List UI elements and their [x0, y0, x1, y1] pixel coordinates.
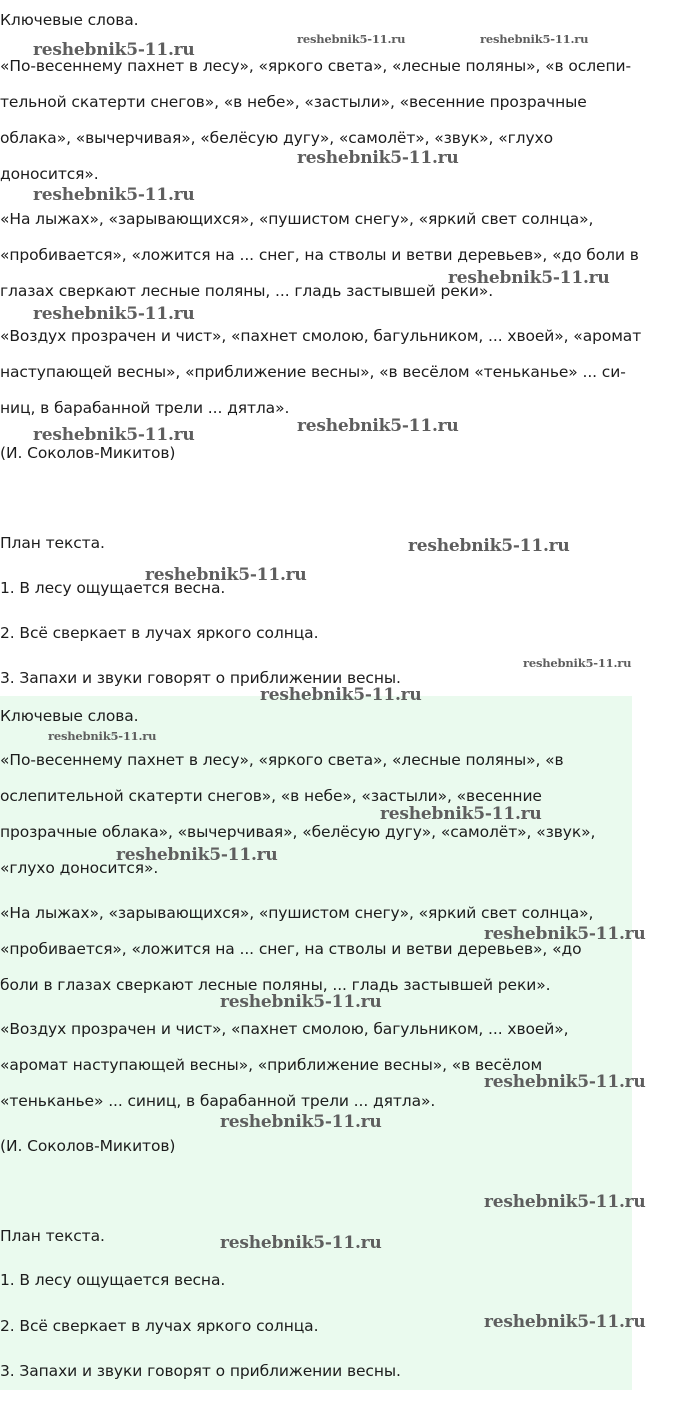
keywords-line: «глухо доносится». — [0, 859, 159, 877]
keywords-line: боли в глазах сверкают лесные поляны, ... гладь застывшей реки». — [0, 976, 551, 994]
watermark: reshebnik5-11.ru — [145, 565, 307, 585]
keywords-line: облака», «вычерчивая», «белёсую дугу», «самолёт», «звук», «глухо — [0, 129, 553, 147]
watermark: reshebnik5-11.ru — [33, 40, 195, 60]
watermark: reshebnik5-11.ru — [297, 416, 459, 436]
watermark: reshebnik5-11.ru — [480, 32, 589, 46]
plan-item: 2. Всё сверкает в лучах яркого солнца. — [0, 624, 319, 642]
watermark: reshebnik5-11.ru — [220, 1233, 382, 1253]
keywords-heading: Ключевые слова. — [0, 707, 139, 725]
watermark: reshebnik5-11.ru — [33, 425, 195, 445]
watermark: reshebnik5-11.ru — [484, 1192, 646, 1212]
plan-item: 1. В лесу ощущается весна. — [0, 579, 226, 597]
keywords-line: ниц, в барабанной трели ... дятла». — [0, 399, 290, 417]
keywords-line: прозрачные облака», «вычерчивая», «белёсую дугу», «самолёт», «звук», — [0, 823, 596, 841]
keywords-line: «Воздух прозрачен и чист», «пахнет смолою, багульником, ... хвоей», «аромат — [0, 327, 642, 345]
watermark: reshebnik5-11.ru — [484, 924, 646, 944]
keywords-line: тельной скатерти снегов», «в небе», «застыли», «весенние прозрачные — [0, 93, 587, 111]
plan-item: 2. Всё сверкает в лучах яркого солнца. — [0, 1317, 319, 1335]
keywords-heading: Ключевые слова. — [0, 11, 139, 29]
keywords-line: ослепительной скатерти снегов», «в небе», «застыли», «весенние — [0, 787, 542, 805]
keywords-line: «пробивается», «ложится на ... снег, на стволы и ветви деревьев», «до — [0, 940, 582, 958]
keywords-line: «теньканье» ... синиц, в барабанной трели ... дятла». — [0, 1092, 436, 1110]
watermark: reshebnik5-11.ru — [116, 845, 278, 865]
keywords-line: «По-весеннему пахнет в лесу», «яркого света», «лесные поляны», «в ослепи- — [0, 57, 631, 75]
keywords-line: доносится». — [0, 165, 99, 183]
plan-item: 3. Запахи и звуки говорят о приближении весны. — [0, 669, 401, 687]
keywords-line: глазах сверкают лесные поляны, ... гладь застывшей реки». — [0, 282, 494, 300]
keywords-line: «На лыжах», «зарывающихся», «пушистом снегу», «яркий свет солнца», — [0, 210, 594, 228]
watermark: reshebnik5-11.ru — [380, 804, 542, 824]
plan-heading: План текста. — [0, 534, 105, 552]
watermark: reshebnik5-11.ru — [260, 685, 422, 705]
watermark: reshebnik5-11.ru — [33, 304, 195, 324]
watermark: reshebnik5-11.ru — [484, 1312, 646, 1332]
plan-heading: План текста. — [0, 1227, 105, 1245]
watermark: reshebnik5-11.ru — [220, 992, 382, 1012]
watermark: reshebnik5-11.ru — [484, 1072, 646, 1092]
watermark: reshebnik5-11.ru — [408, 536, 570, 556]
keywords-line: наступающей весны», «приближение весны», «в весёлом «теньканье» ... си- — [0, 363, 626, 381]
plan-item: 3. Запахи и звуки говорят о приближении весны. — [0, 1362, 401, 1380]
watermark: reshebnik5-11.ru — [220, 1112, 382, 1132]
watermark: reshebnik5-11.ru — [33, 185, 195, 205]
author-attribution: (И. Соколов-Микитов) — [0, 444, 176, 462]
keywords-line: «Воздух прозрачен и чист», «пахнет смолою, багульником, ... хвоей», — [0, 1020, 569, 1038]
keywords-line: «На лыжах», «зарывающихся», «пушистом снегу», «яркий свет солнца», — [0, 904, 594, 922]
keywords-line: «По-весеннему пахнет в лесу», «яркого света», «лесные поляны», «в — [0, 751, 564, 769]
plan-item: 1. В лесу ощущается весна. — [0, 1271, 226, 1289]
watermark: reshebnik5-11.ru — [297, 148, 459, 168]
watermark: reshebnik5-11.ru — [297, 32, 406, 46]
keywords-line: «аромат наступающей весны», «приближение весны», «в весёлом — [0, 1056, 543, 1074]
watermark: reshebnik5-11.ru — [523, 656, 632, 670]
watermark: reshebnik5-11.ru — [48, 729, 157, 743]
keywords-line: «пробивается», «ложится на ... снег, на стволы и ветви деревьев», «до боли в — [0, 246, 639, 264]
author-attribution: (И. Соколов-Микитов) — [0, 1137, 176, 1155]
watermark: reshebnik5-11.ru — [448, 268, 610, 288]
